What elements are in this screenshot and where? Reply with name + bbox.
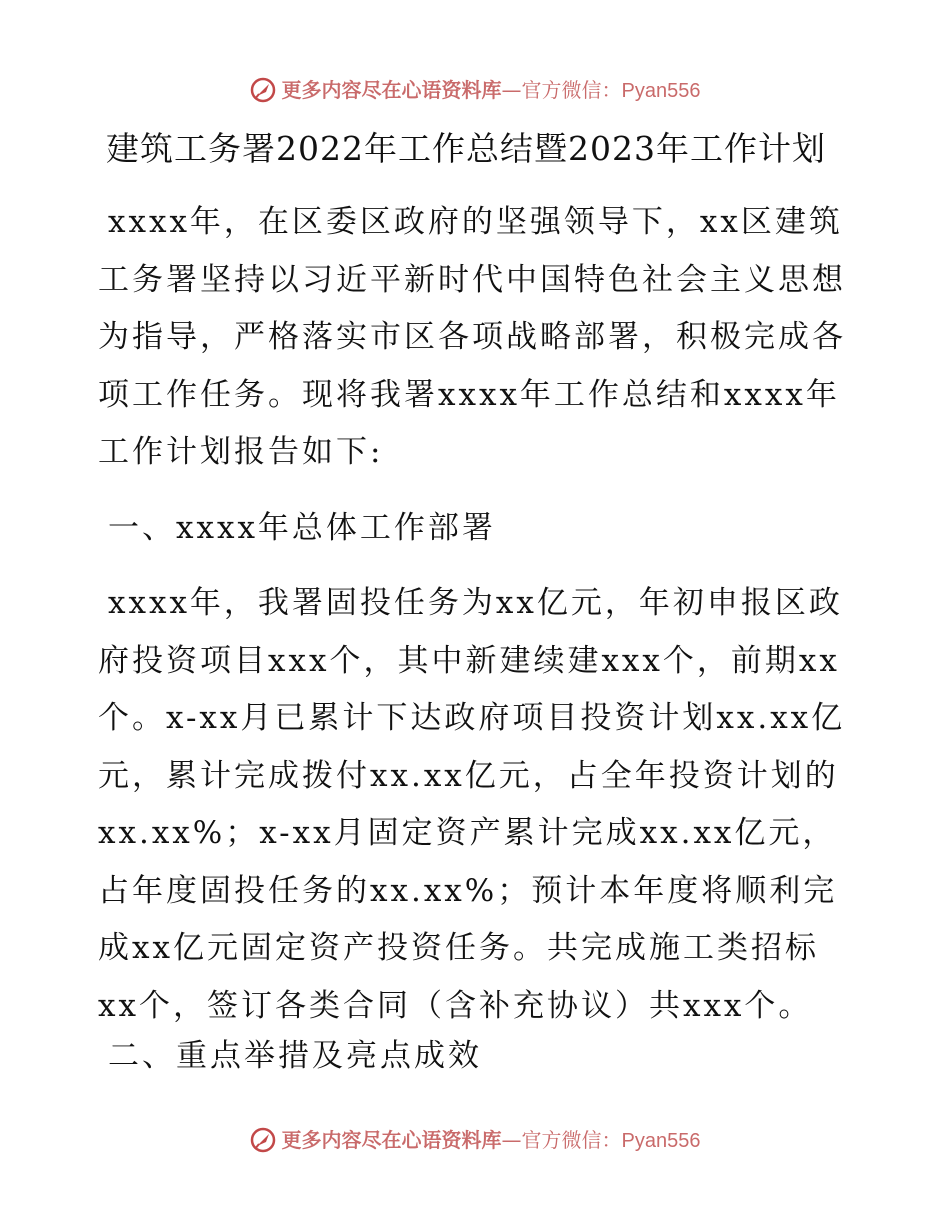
document-title: 建筑工务署2022年工作总结暨2023年工作计划 [106, 129, 826, 168]
section-1-heading: 一、xxxx年总体工作部署 [108, 510, 496, 546]
watermark-brand: 更多内容尽在心语资料库 [281, 78, 502, 102]
header-watermark [0, 76, 950, 105]
section-1-paragraph: xxxx年，我署固投任务为xx亿元，年初申报区政府投资项目xxx个，其中新建续建xxx个，前期xx个。x-xx月已累计下达政府项目投资计划xx.xx亿元，累计完成拨付xx.xx亿元，占全年投资计划的xx.xx%；x-xx月固定资产累计完成xx.xx亿元，占年度固投任务的xx.xx%；预计本年度将顺利完成xx亿元固定资产投资任务。共完成施工类招标xx个，签订各类合同（含补充协议）共xxx个。 [98, 585, 846, 1024]
watermark-contact: 官方微信：Pyan556 [521, 1130, 701, 1152]
intro-paragraph: xxxx年，在区委区政府的坚强领导下，xx区建筑工务署坚持以习近平新时代中国特色社会主义思想为指导，严格落实市区各项战略部署，积极完成各项工作任务。现将我署xxxx年工作总结和xxxx年工作计划报告如下: [98, 204, 846, 470]
watermark-separator: — [501, 1128, 522, 1152]
watermark-separator: — [501, 78, 522, 102]
watermark-contact: 官方微信：Pyan556 [521, 80, 701, 102]
footer-watermark [0, 1126, 950, 1155]
section-2-heading: 二、重点举措及亮点成效 [108, 1038, 482, 1074]
watermark-brand: 更多内容尽在心语资料库 [281, 1128, 502, 1152]
quill-logo-icon [250, 77, 276, 103]
quill-logo-icon [250, 1127, 276, 1153]
